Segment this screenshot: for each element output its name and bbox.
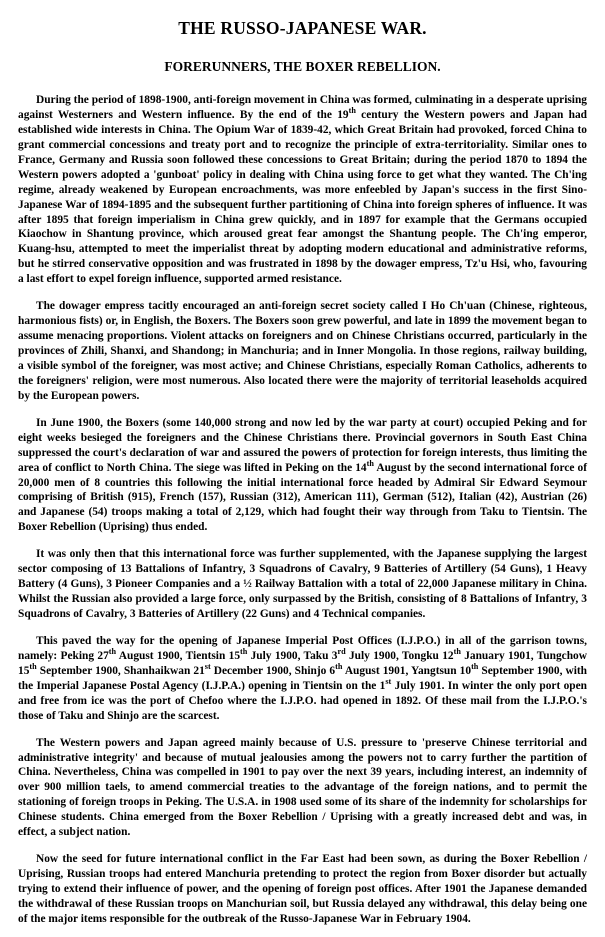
paragraph-7: Now the seed for future international conflict in the Far East had been sown, as during the Boxer Rebellion / Uprising, Russian troops had entered Manchuria pretending to protect the region from Boxer disorder but actually trying to extend their influence of power, and the opening of foreign post offices. After 1901 the Japanese demanded the withdrawal of these Russian troops on Manchurian soil, but Russia delayed any withdrawal, this delay being one of the major items responsible for the outbreak of the Russo-Japanese War in February 1904. [18, 853, 587, 925]
page-subtitle: FORERUNNERS, THE BOXER REBELLION. [164, 59, 441, 74]
paragraph-3: In June 1900, the Boxers (some 140,000 strong and now led by the war party at court) occupied Peking and for eight weeks besieged the foreigners and the Chinese Christians there. Provincial governors in South East China suppressed the court's declaration of war and assured the powers of protection for foreign interests, thus limiting the area of conflict to North China. The siege was lifted in Peking on the 14th August by the second international force of 20,000 men of 8 countries this following the initial international force headed by Admiral Sir Edward Seymour comprising of British (915), French (157), Russian (312), American 111), German (512), Italian (42), Austrian (26) and Japanese (54) troops making a total of 2,129, which had fought their way through from Taku to Tientsin. The Boxer Rebellion (Uprising) thus ended. [18, 416, 588, 534]
paragraph-1: During the period of 1898-1900, anti-foreign movement in China was formed, culminating in a desperate uprising against Westerners and Western influence. By the end of the 19th century the Western powers and Japan had established wide interests in China. The Opium War of 1839-42, which Great Britain had provoked, forced China to grant commercial concessions and treaty port and to recognize the principle of extra-territoriality. Similar ones to France, Germany and Russia soon followed these concessions to Great Britain; during the period 1870 to 1894 the Western powers adopted a 'gunboat' policy in dealing with China using force to get what they wanted. The Ch'ing regime, already weakened by European encroachments, was more enfeebled by Japan's success in the first Sino-Japanese War of 1894-1895 and the subsequent further partitioning of China into foreign spheres of influence. It was after 1895 that foreign imperialism in China grew quickly, and in 1897 for example that the Germans occupied Kiaochow in Shantung province, which aroused great fear amongst the Shantung people. The Ch'ing emperor, Kuang-hsu, attempted to meet the imperialist threat by adopting modern educational and administrative reforms, but he stirred conservative opposition and was frustrated in 1898 by the dowager empress, Tz'u Hsi, who, favouring a last effort to expel foreign influence, supported armed resistance. [18, 94, 587, 286]
document-body [18, 93, 587, 927]
paragraph-6: The Western powers and Japan agreed mainly because of U.S. pressure to 'preserve Chinese territorial and administrative integrity' and because of mutual jealousies among the powers not to carry further the partition of China. Nevertheless, China was compelled in 1901 to pay over the next 39 years, including interest, an indemnity of over 900 million taels, to amend commercial treaties to the advantage of the foreign nations, and to permit the stationing of foreign troops in Peking. The U.S.A. in 1908 used some of its share of the indemnity for scholarships for Chinese students. China emerged from the Boxer Rebellion / Uprising with a greatly increased debt and was, in effect, a subject nation. [18, 736, 587, 839]
page-title: THE RUSSO-JAPANESE WAR. [178, 18, 427, 38]
paragraph-5: This paved the way for the opening of Japanese Imperial Post Offices (I.J.P.O.) in all of the garrison towns, namely: Peking 27th August 1900, Tientsin 15th July 1900, Taku 3rd July 1900, Tongku 12th January 1901, Tungchow 15th September 1900, Shanhaikwan 21st December 1900, Shinjo 6th August 1901, Yangtsun 10th September 1900, with the Imperial Japanese Postal Agency (I.J.P.A.) opening in Tientsin on the 1st July 1901. In winter the only port open and free from ice was the port of Chefoo where the I.J.P.O. had opened in 1892. Of these mail from the I.J.P.O.'s those of Taku and Shinjo are the scarcest. [18, 634, 588, 722]
paragraph-2: The dowager empress tacitly encouraged an anti-foreign secret society called I Ho Ch'uan (Chinese, righteous, harmonious fists) or, in English, the Boxers. The Boxers soon grew powerful, and late in 1899 the movement began to assume menacing proportions. Violent attacks on foreigners and on Chinese Christians occurred, particularly in the provinces of Zhili, Shanxi, and Shandong; in Manchuria; and in Inner Mongolia. In those regions, railway building, a visible symbol of the foreigner, was most active; and Chinese Christians, especially Roman Catholics, adherents to the foreigners' religion, were most numerous. Also located there were the majority of territorial leaseholds acquired by the European powers. [18, 300, 587, 402]
paragraph-4: It was only then that this international force was further supplemented, with the Japanese supplying the largest sector composing of 13 Battalions of Infantry, 3 Squadrons of Cavalry, 9 Batteries of Artillery (54 Guns), 1 Heavy Battery (4 Guns), 3 Pioneer Companies and a ½ Railway Battalion with a total of 22,000 Japanese military in China. Whilst the Russian also provided a large force, only surpassed by the British, consisting of 8 Battalions of Infantry, 3 Squadrons of Cavalry, 3 Batteries of Artillery (22 Guns) and 4 Technical companies. [18, 548, 587, 620]
